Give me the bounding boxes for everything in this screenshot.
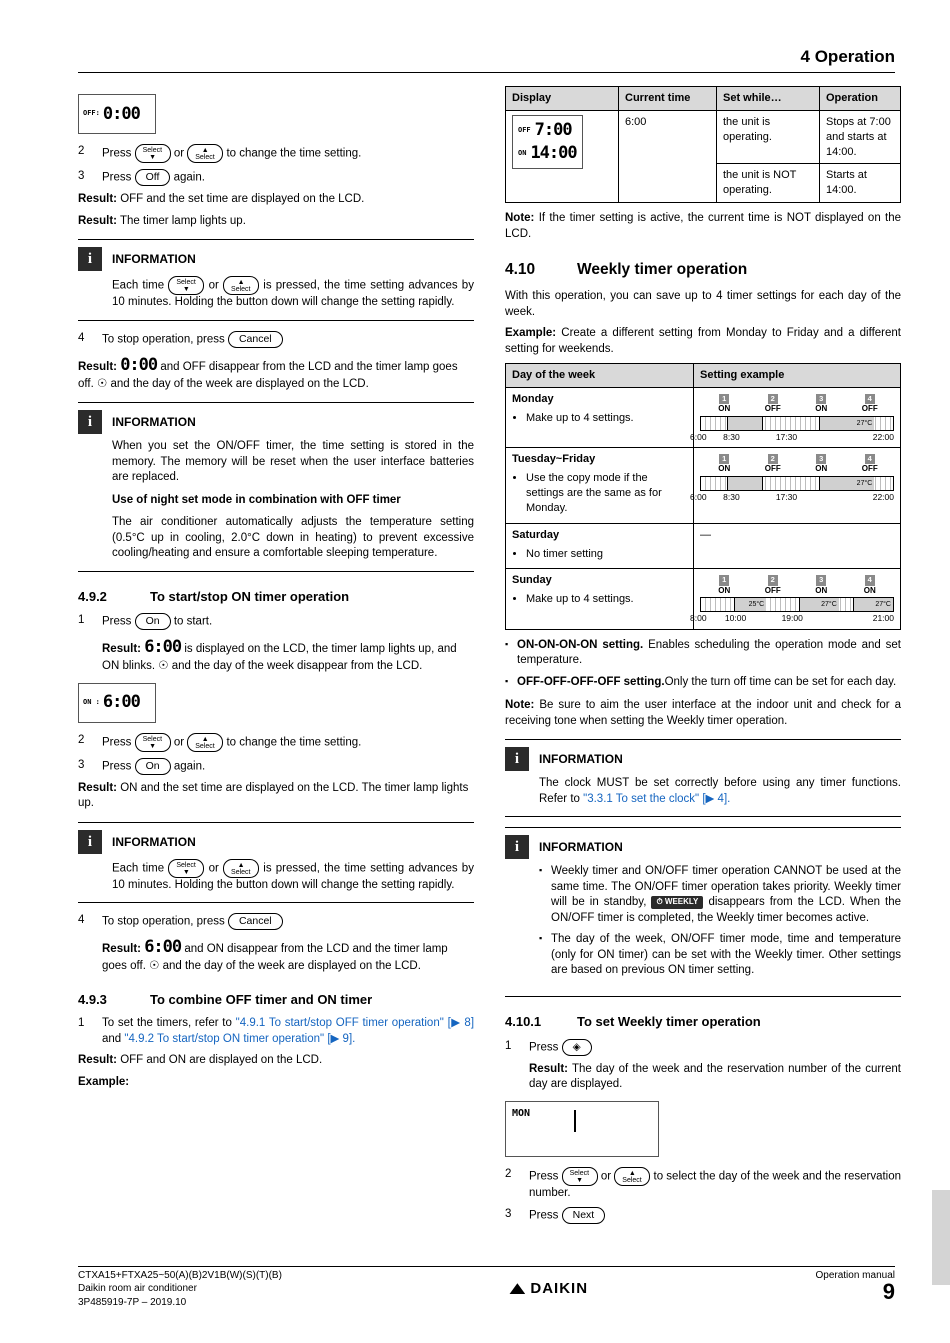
step-1-weekly (505, 1039, 901, 1056)
select-down-button[interactable]: Select ▼ (135, 144, 171, 163)
step-3-off (78, 169, 474, 186)
step-4-off (78, 331, 474, 348)
footer-docnum: 3P485919-7P – 2019.10 (78, 1296, 187, 1308)
step-2-off (78, 144, 474, 163)
day-bullet: • Make up to 4 settings. (526, 411, 687, 426)
set-while-cell: the unit is NOT operating. (717, 164, 820, 203)
information-box-5 (505, 827, 901, 997)
day-label: Saturday (512, 528, 560, 541)
step-text: Press ◈ (529, 1039, 901, 1056)
schedule-chart (690, 575, 894, 624)
footer-model: CTXA15+FTXA25~50(A)(B)2V1B(W)(S)(T)(B) (78, 1269, 282, 1281)
day-cell (506, 569, 694, 629)
page-footer (78, 1269, 895, 1310)
weekly-setting-bullets (505, 638, 901, 691)
section-heading-4-9-3: 4.9.3 To combine OFF timer and ON timer (78, 991, 373, 1007)
lcd-reservation-bar (574, 1110, 576, 1132)
table-row-tuesday-friday (506, 448, 901, 523)
step-number: 2 (505, 1167, 512, 1180)
result-combined: Result: OFF and ON are displayed on the LCD. (78, 1054, 323, 1067)
information-text: When you set the ON/OFF timer, the time setting is stored in the memory. The memory will be reset when the user interface batteries are replaced. (112, 440, 474, 484)
information-text: The air conditioner automatically adjusts the temperature setting (0.5°C up in cooling, 2.0°C down in heating) to prevent excessive cooling/heating and ensure a comfortable sleeping temperature. (112, 516, 474, 560)
select-up-button[interactable]: ▲ Select (187, 144, 223, 163)
step-text: Press Select ▼ or ▲ Select to change the time setting. (102, 144, 474, 163)
step-text: Press Next (529, 1207, 901, 1224)
chart-numbers: 1 2 3 4 (700, 575, 894, 585)
select-up-button[interactable]: ▲ Select (614, 1167, 650, 1186)
weekly-example: Example: Create a different setting from Monday to Friday and a different setting for weekends. (505, 327, 901, 355)
select-down-button[interactable]: Select ▼ (135, 733, 171, 752)
day-bullet: • Use the copy mode if the settings are the same as for Monday. (526, 471, 687, 516)
result-on-displayed: Result: 6:00 is displayed on the LCD, the timer lamp lights up, and ON blinks. ☉ and the day of the week disappear from the LCD. (102, 637, 457, 673)
information-title: INFORMATION (112, 415, 196, 430)
step-number: 3 (78, 758, 85, 771)
information-box-1 (78, 239, 474, 321)
cancel-button[interactable]: Cancel (228, 331, 283, 348)
display-illustration-cell (506, 110, 619, 202)
step-number: 4 (78, 914, 85, 927)
chart-strip (700, 416, 894, 431)
set-while-cell: the unit is operating. (717, 110, 820, 164)
operation-cell: Starts at 14:00. (820, 164, 901, 203)
information-box-4 (505, 739, 901, 817)
day-label: Monday (512, 392, 554, 405)
lcd-weekday-value: MON (512, 1107, 531, 1119)
footer-manual-label: Operation manual (815, 1269, 895, 1281)
weekly-setting-table (505, 363, 901, 630)
col-operation: Operation (820, 87, 901, 111)
day-cell (506, 523, 694, 569)
select-up-button[interactable]: ▲ Select (223, 859, 259, 878)
day-cell (506, 387, 694, 447)
chart-numbers: 1 2 3 4 (700, 454, 894, 464)
lcd-off-display (78, 94, 156, 134)
lcd-off-value: 7:00 (534, 119, 572, 140)
step-number: 2 (78, 733, 85, 746)
information-subtitle: Use of night set mode in combination with OFF timer (112, 493, 401, 506)
lcd-off-tag: OFF: (83, 109, 100, 118)
step-2-weekly (505, 1167, 901, 1202)
section-heading-4-10-1: 4.10.1 To set Weekly timer operation (505, 1013, 761, 1029)
table-row-monday (506, 387, 901, 447)
example-label-left: Example: (78, 1075, 130, 1088)
table-header-row (506, 364, 901, 388)
cross-reference-link-clock[interactable]: "3.3.1 To set the clock" (583, 792, 700, 805)
lcd-value: 6:00 (144, 937, 182, 958)
lcd-value: 6:00 (144, 637, 182, 658)
schedule-cell-empty: — (694, 523, 901, 569)
col-day: Day of the week (506, 364, 694, 388)
step-number: 1 (505, 1039, 512, 1052)
note-timer-active: Note: If the timer setting is active, the current time is NOT displayed on the LCD. (505, 212, 901, 240)
col-set-while: Set while… (717, 87, 820, 111)
left-column (78, 86, 474, 1090)
section-heading-4-10: 4.10 Weekly timer operation (505, 261, 748, 279)
select-down-button[interactable]: Select ▼ (168, 859, 204, 878)
step-1-on (78, 613, 474, 630)
table-row-saturday (506, 523, 901, 569)
cross-reference-page-2: [▶ 9]. (327, 1032, 356, 1045)
off-button[interactable]: Off (135, 169, 171, 186)
step-number: 2 (78, 145, 85, 157)
day-bullet: • No timer setting (526, 547, 687, 562)
step-number: 3 (505, 1208, 512, 1221)
select-up-button[interactable]: ▲ Select (187, 733, 223, 752)
next-button[interactable]: Next (562, 1207, 606, 1224)
day-cell (506, 448, 694, 523)
cross-reference-link-492[interactable]: "4.9.2 To start/stop ON timer operation" (124, 1032, 325, 1045)
step-3-weekly (505, 1207, 901, 1224)
information-body (539, 864, 901, 979)
information-body (112, 859, 474, 894)
information-title: INFORMATION (112, 834, 196, 849)
select-down-button[interactable]: Select ▼ (168, 276, 204, 295)
lcd-on-display (78, 683, 156, 723)
information-text: Each time Select ▼ or ▲ Select is pressed, the time setting advances by 10 minutes. Holding the button down will change the setting rapidly. (112, 859, 474, 894)
col-setting-example: Setting example (694, 364, 901, 388)
current-time-cell: 6:00 (619, 110, 717, 202)
information-text: The clock MUST be set correctly before using any timer functions. Refer to "3.3.1 To set the clock" [▶ 4]. (539, 777, 901, 805)
result-on-cleared: Result: 6:00 and ON disappear from the LCD and the timer lamp goes off. ☉ and the day of the week are displayed on the LCD. (102, 937, 448, 973)
step-text: Press Select ▼ or ▲ Select to select the day of the week and the reservation number. (529, 1167, 901, 1202)
section-heading-4-9-2: 4.9.2 To start/stop ON timer operation (78, 588, 350, 604)
daikin-logo-icon (509, 1283, 525, 1294)
information-icon: i (505, 747, 529, 771)
result-timer-lamp: Result: The timer lamp lights up. (78, 214, 246, 227)
note-aim-interface: Note: Be sure to aim the user interface at the indoor unit and check for a receiving tone when setting the Weekly timer operation. (505, 699, 901, 727)
chart-temp: 27°C (819, 417, 874, 430)
information-box-3 (78, 822, 474, 904)
step-2-on (78, 733, 474, 752)
information-text: Each time Select ▼ or ▲ Select is pressed, the time setting advances by 10 minutes. Holding the button down will change the setting rapidly. (112, 276, 474, 311)
col-display: Display (506, 87, 619, 111)
step-3-on (78, 758, 474, 775)
step-4-on (78, 913, 474, 930)
page-number: 9 (882, 1279, 895, 1304)
table-row (506, 110, 901, 164)
information-body (112, 439, 474, 562)
step-text: Press On to start. (102, 613, 474, 630)
result-off-displayed: Result: OFF and the set time are displayed on the LCD. (78, 193, 365, 206)
step-number: 4 (78, 331, 85, 344)
page-edge-tab (932, 1190, 950, 1285)
operation-cell: Stops at 7:00 and starts at 14:00. (820, 110, 901, 164)
step-text: Press On again. (102, 758, 474, 775)
lcd-off-value: 0:00 (102, 103, 140, 124)
col-current-time: Current time (619, 87, 717, 111)
lcd-on-tag: ON (518, 148, 527, 157)
information-body (539, 776, 901, 807)
result-on-set: Result: ON and the set time are displayed on the LCD. The timer lamp lights up. (78, 781, 469, 810)
footer-left (78, 1269, 282, 1310)
schedule-chart (690, 454, 894, 503)
header-rule (78, 72, 895, 73)
lcd-on-value: 14:00 (530, 142, 577, 163)
cross-reference-page-clock: [▶ 4]. (702, 792, 731, 805)
chart-times: 6:00 8:30 17:30 22:00 (690, 492, 894, 503)
day-label: Tuesday~Friday (512, 453, 596, 466)
information-bullet-2: ▪ The day of the week, ON/OFF timer mode, time and temperature (only for ON timer) can be set with the Weekly timer. Other settings are based on previous ON timer setting. (551, 932, 901, 979)
information-box-2 (78, 402, 474, 572)
on-button[interactable]: On (135, 758, 171, 775)
step-text: Press Select ▼ or ▲ Select to change the time setting. (102, 733, 474, 752)
chart-temp-3: 27°C (853, 598, 893, 611)
day-label: Sunday (512, 574, 552, 587)
step-number: 1 (78, 614, 85, 627)
step-number: 1 (78, 1017, 85, 1030)
right-column (505, 86, 901, 1230)
step-number: 3 (78, 170, 85, 182)
bullet-on-on-on-on: ▪ ON-ON-ON-ON setting. Enables scheduling the operation mode and set temperature. (517, 638, 901, 669)
step-text: To set the timers, refer to "4.9.1 To start/stop OFF timer operation" [▶ 8] and "4.9.2 To start/stop ON timer operation" [▶ 9]. (102, 1017, 475, 1045)
day-bullet: • Make up to 4 settings. (526, 592, 687, 607)
chart-numbers: 1 2 3 4 (700, 394, 894, 404)
cross-reference-page-1: [▶ 8] (447, 1017, 475, 1030)
step-text: To stop operation, press Cancel (102, 913, 474, 930)
schedule-cell (690, 387, 901, 447)
clock-icon: ☉ (96, 377, 108, 390)
chart-modes: ON OFF ON OFF (718, 464, 878, 474)
lcd-on-value: 6:00 (102, 692, 140, 713)
step-text: To stop operation, press Cancel (102, 331, 474, 348)
table-header-row (506, 87, 901, 111)
chart-temp-2: 27°C (799, 598, 839, 611)
lcd-on-tag: ON : (83, 698, 100, 707)
information-body (112, 276, 474, 311)
footer-right (815, 1269, 895, 1310)
bullet-off-off-off-off: ▪ OFF-OFF-OFF-OFF setting.Only the turn off time can be set for each day. (517, 675, 901, 691)
weekly-badge-icon: ⏱ WEEKLY (651, 896, 703, 909)
lcd-off-tag: OFF (518, 125, 531, 134)
step-text: Press Off again. (102, 169, 474, 186)
chart-modes: ON OFF ON OFF (718, 404, 878, 414)
information-title: INFORMATION (539, 752, 623, 767)
cancel-button[interactable]: Cancel (228, 913, 283, 930)
select-down-button[interactable]: Select ▼ (562, 1167, 598, 1186)
weekly-button[interactable]: ◈ (562, 1039, 592, 1056)
schedule-cell (690, 448, 901, 523)
weekly-intro: With this operation, you can save up to 4 timer settings for each day of the week. (505, 290, 901, 318)
brand-logo: DAIKIN (509, 1269, 588, 1310)
table-row-sunday (506, 569, 901, 629)
timer-example-table (505, 86, 901, 203)
information-icon: i (78, 830, 102, 854)
schedule-chart (690, 393, 894, 443)
page-header-chapter: 4 Operation (800, 47, 895, 66)
chart-temp: 27°C (819, 477, 874, 490)
result-weekly-displayed: Result: The day of the week and the reservation number of the current day are displayed. (529, 1062, 901, 1091)
chart-modes: ON OFF ON ON (718, 585, 876, 595)
chart-temp-1: 25°C (734, 598, 766, 611)
step-1-combine (78, 1016, 474, 1047)
on-button[interactable]: On (135, 613, 171, 630)
information-title: INFORMATION (112, 252, 196, 267)
footer-product: Daikin room air conditioner (78, 1283, 197, 1294)
chart-times: 6:00 8:30 17:30 22:00 (690, 431, 894, 442)
information-icon: i (78, 410, 102, 434)
information-icon: i (78, 247, 102, 271)
footer-rule (78, 1266, 895, 1267)
chart-times: 8:00 10:00 19:00 21:00 (690, 613, 894, 624)
information-bullet-1: ▪ Weekly timer and ON/OFF timer operation CANNOT be used at the same time. The ON/OFF timer operation takes priority. Weekly timer will be in standby, ⏱ WEEKLY disappears from the LCD. When the ON/OFF timer is completed, the Weekly timer becomes active. (551, 864, 901, 926)
cross-reference-link-491[interactable]: "4.9.1 To start/stop OFF timer operation" (235, 1017, 444, 1030)
schedule-cell (690, 569, 901, 629)
chart-strip (700, 476, 894, 491)
lcd-weekday-display (505, 1101, 659, 1157)
chart-strip (700, 597, 894, 612)
select-up-button[interactable]: ▲ Select (223, 276, 259, 295)
information-icon: i (505, 835, 529, 859)
information-title: INFORMATION (539, 840, 623, 855)
result-off-cleared: Result: 0:00 and OFF disappear from the LCD and the timer lamp goes off. ☉ and the day of the week are displayed on the LCD. (78, 354, 458, 390)
lcd-value: 0:00 (120, 354, 158, 375)
